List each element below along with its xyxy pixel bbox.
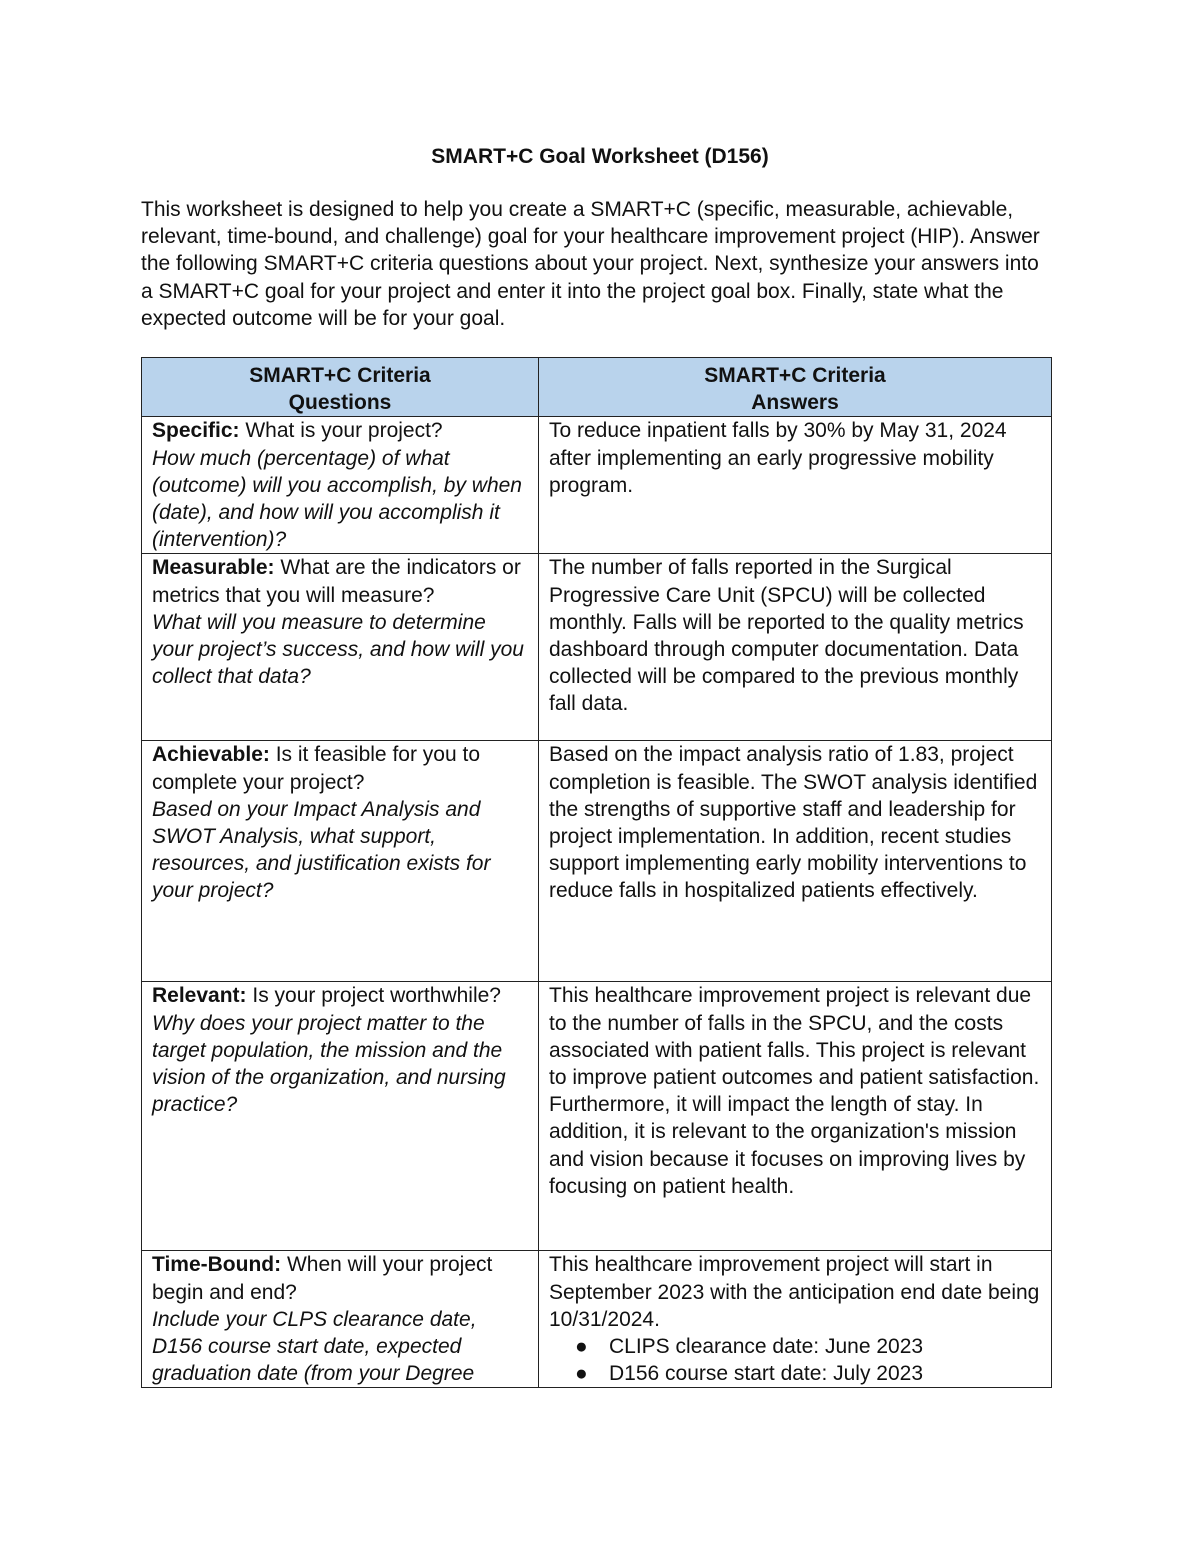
answer-cell: To reduce inpatient falls by 30% by May 31, 2024 after implementing an early progressive mobility program. <box>539 417 1052 554</box>
criteria-label: Achievable: <box>152 743 270 767</box>
criteria-prompt: Based on your Impact Analysis and SWOT Analysis, what support, resources, and justification exists for your project? <box>152 797 491 903</box>
criteria-prompt: How much (percentage) of what (outcome) will you accomplish, by when (date), and how will you accomplish it (intervention)? <box>152 446 522 552</box>
smart-criteria-table <box>141 357 1052 1388</box>
answers-header-line2: Answers <box>751 391 839 415</box>
answer-cell <box>539 1251 1052 1388</box>
answers-column-header <box>539 358 1052 417</box>
criteria-prompt: Why does your project matter to the target population, the mission and the vision of the organization, and nursing practice? <box>152 1011 506 1117</box>
page-title: SMART+C Goal Worksheet (D156) <box>431 145 769 168</box>
table-row-relevant <box>142 982 1052 1251</box>
answer-cell: This healthcare improvement project is relevant due to the number of falls in the SPCU, and the costs associated with patient falls. This project is relevant to improve patient outcomes and patient satisfaction. Furthermore, it will impact the length of stay. In addition, it is relevant to the organization's mission and vision because it focuses on improving lives by focusing on patient health. <box>539 982 1052 1251</box>
answer-cell: Based on the impact analysis ratio of 1.83, project completion is feasible. The SWOT analysis identified the strengths of supportive staff and leadership for project implementation. In addition, recent studies support implementing early mobility interventions to reduce falls in hospitalized patients effectively. <box>539 741 1052 982</box>
question-cell <box>142 554 539 741</box>
answer-text: This healthcare improvement project will start in September 2023 with the anticipation end date being 10/31/2024. <box>549 1253 1040 1331</box>
table-header-row <box>142 358 1052 417</box>
criteria-prompt: What will you measure to determine your project’s success, and how will you collect that data? <box>152 610 524 689</box>
question-cell <box>142 1251 539 1388</box>
answers-header-line1: SMART+C Criteria <box>704 364 886 387</box>
date-bullet-list <box>549 1333 1041 1387</box>
list-item <box>575 1360 1041 1387</box>
bullet-icon: ● <box>575 1335 588 1359</box>
bullet-icon: ● <box>575 1362 588 1386</box>
question-cell <box>142 982 539 1251</box>
criteria-label: Specific: <box>152 419 240 443</box>
criteria-question: What is your project? <box>239 419 443 443</box>
intro-paragraph: This worksheet is designed to help you create a SMART+C (specific, measurable, achievable, relevant, time-bound, and challenge) goal for your healthcare improvement project (HIP). Answer the following SMART+C criteria questions about your project. Next, synthesize your answers into a SMART+C goal for your project and enter it into the project goal box. Finally, state what the expected outcome will be for your goal. <box>141 198 1040 330</box>
question-cell <box>142 741 539 982</box>
questions-header-line1: SMART+C Criteria <box>249 364 431 387</box>
criteria-question: Is your project worthwhile? <box>246 984 501 1008</box>
table-row-achievable <box>142 741 1052 982</box>
questions-column-header <box>142 358 539 417</box>
answer-cell: The number of falls reported in the Surgical Progressive Care Unit (SPCU) will be collected monthly. Falls will be reported to the quality metrics dashboard through computer documentation. Data collected will be compared to the previous monthly fall data. <box>539 554 1052 741</box>
list-item-text: D156 course start date: July 2023 <box>609 1362 924 1386</box>
table-row-measurable <box>142 554 1052 741</box>
questions-header-line2: Questions <box>288 391 392 415</box>
table-row-specific <box>142 417 1052 554</box>
criteria-label: Relevant: <box>152 984 247 1008</box>
question-cell <box>142 417 539 554</box>
table-row-time-bound <box>142 1251 1052 1388</box>
criteria-label: Measurable: <box>152 556 275 580</box>
list-item-text: CLIPS clearance date: June 2023 <box>609 1335 924 1359</box>
criteria-question: Is it feasible for you to complete your project? <box>152 743 480 794</box>
criteria-question: When will your project begin and end? <box>152 1253 493 1304</box>
criteria-question: What are the indicators or metrics that you will measure? <box>152 556 521 607</box>
criteria-label: Time-Bound: <box>152 1253 282 1277</box>
list-item <box>575 1333 1041 1360</box>
criteria-prompt: Include your CLPS clearance date, D156 course start date, expected graduation date (from your Degree <box>152 1307 477 1386</box>
